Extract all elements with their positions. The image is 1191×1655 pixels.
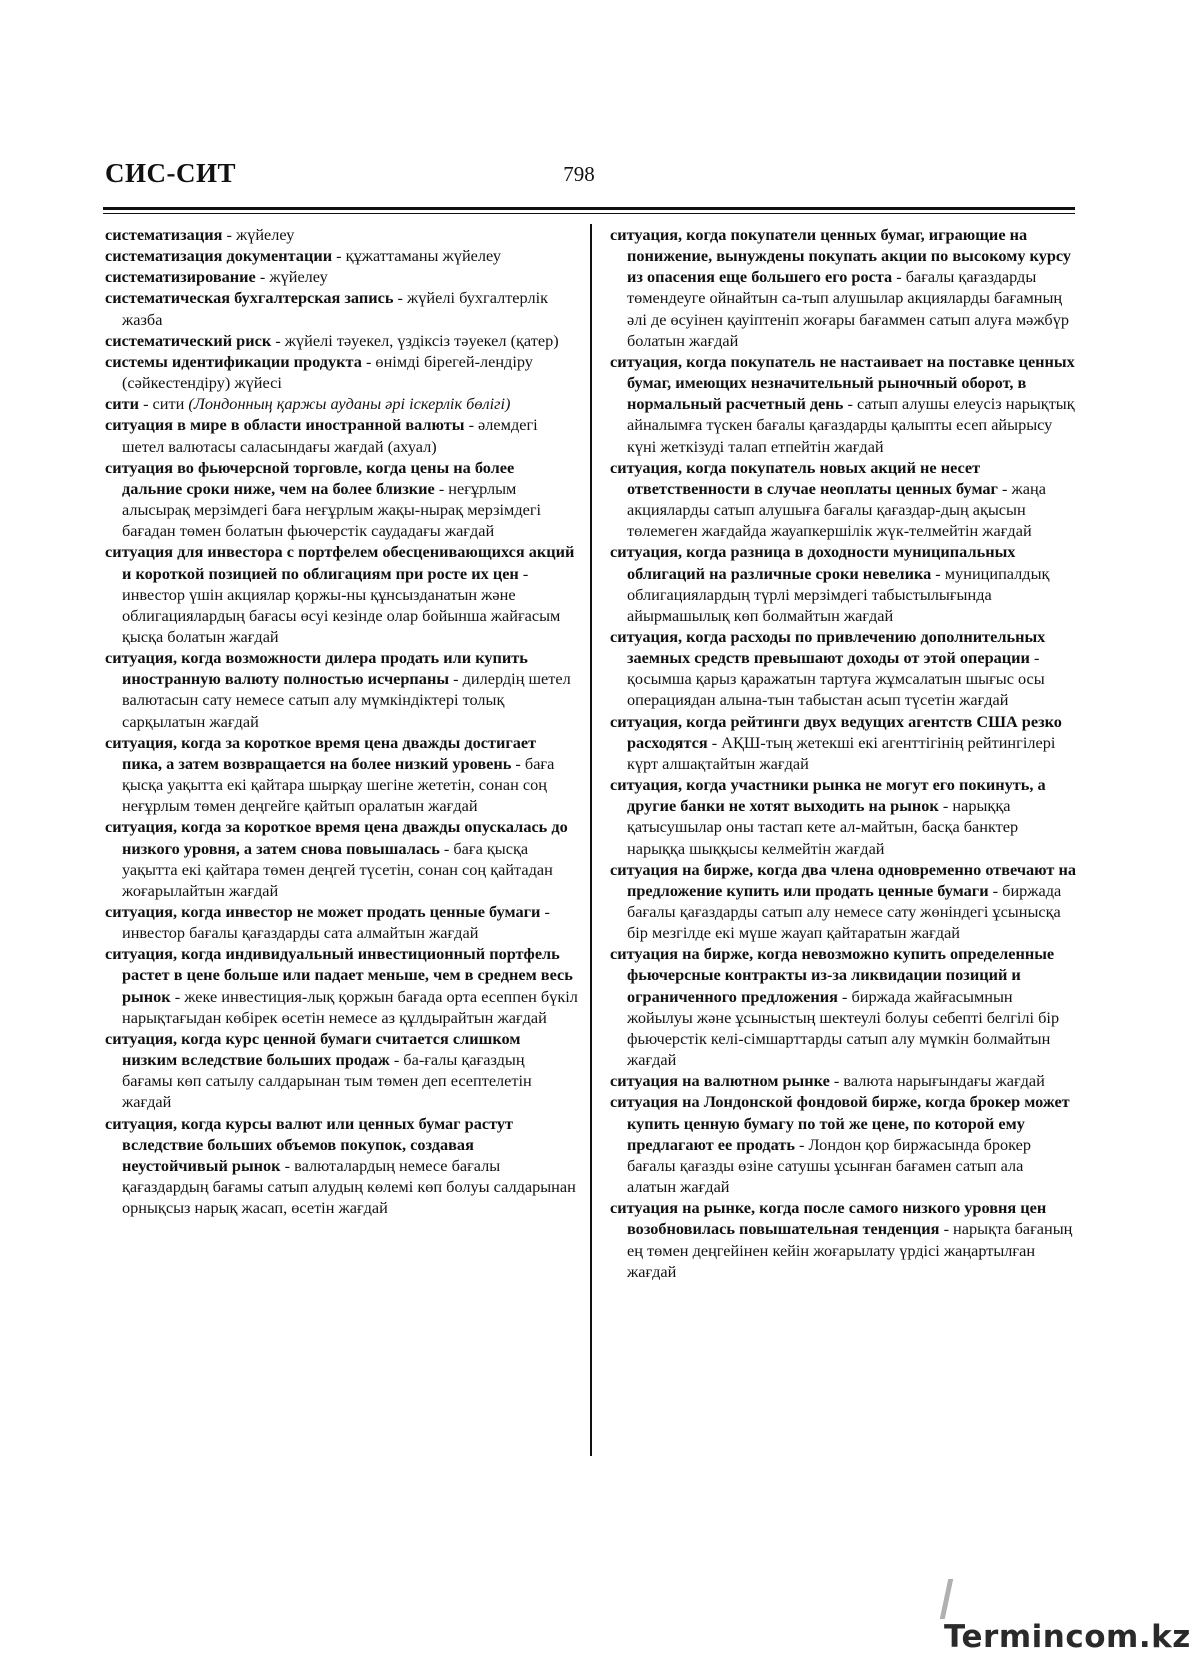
right-column xyxy=(610,224,1076,1282)
page-header-title: СИС-СИТ xyxy=(105,158,236,188)
entry-definition: - биржада бағалы қағаздарды сатып алу немесе сату жөніндегі ұсынысқа бір мезгілде екі мүше жауап қайтаратын жағдай xyxy=(627,880,1062,943)
dictionary-entry xyxy=(610,541,1076,626)
dictionary-entry xyxy=(105,330,578,351)
entry-term: ситуация, когда курс ценной бумаги считается слишком низким вследствие больших продаж xyxy=(105,1028,521,1070)
entry-term: ситуация, когда участники рынка не могут его покинуть, а другие банки не хотят выходить на рынок xyxy=(610,775,1046,816)
entry-term: сити xyxy=(105,394,139,414)
logo-bar-icon xyxy=(940,1579,954,1619)
entry-term: ситуация на бирже, когда невозможно купить определенные фьючерсные контракты из-за ликвидации позиций и ограниченного предложения xyxy=(610,944,1055,1006)
entry-definition: - өнімді бірегей-лендіру (сәйкестендіру) жүйесі xyxy=(122,351,533,393)
entry-definition: - баға қысқа уақытта екі қайтара төмен деңгей түсетін, сонан соң қайтадан жоғарылайтын жағдай xyxy=(122,838,553,900)
dictionary-entry xyxy=(105,816,578,901)
entry-term: ситуация, когда курсы валют или ценных бумаг растут вследствие больших объемов покупок, создавая неустойчивый рынок xyxy=(105,1113,513,1175)
dictionary-entry xyxy=(105,541,578,647)
entry-definition: - Лондон қор биржасында брокер бағалы қағазды өзіне сатушы ұсынған бағамен сатып ала алатын жағдай xyxy=(627,1134,1032,1197)
entry-term: ситуация, когда за короткое время цена дважды достигает пика, а затем возвращается на более низкий уровень xyxy=(105,732,537,773)
entry-definition: - баға қысқа уақытта екі қайтара шырқау шегіне жететін, сонан соң неғұрлым төмен деңгейге қайтып оралатын жағдай xyxy=(122,753,555,816)
entry-term: ситуация на Лондонской фондовой бирже, когда брокер может купить ценную бумагу по той же цене, по которой ему предлагают ее продать xyxy=(610,1092,1070,1154)
dictionary-entry xyxy=(610,351,1076,457)
entry-term: ситуация во фьючерсной торговле, когда цены на более дальние сроки ниже, чем на более близкие xyxy=(105,457,515,498)
dictionary-entry xyxy=(105,245,578,266)
dictionary-entry xyxy=(105,414,578,456)
entry-definition: - сити xyxy=(139,394,189,414)
entry-definition: - нарыққа қатысушылар оны тастап кете ал-майтын, басқа банктер нарыққа шыққысы келмейтін жағдай xyxy=(627,796,1019,858)
dictionary-entry xyxy=(610,943,1076,1070)
entry-term: ситуация, когда за короткое время цена дважды опускалась до низкого уровня, а затем снова повышалась xyxy=(105,817,568,858)
entry-term: систематизация документации xyxy=(105,246,333,266)
entry-definition: - жаңа акцияларды сатып алушыға бағалы қағаздар-дың ақысын төлемеген жағдайда жауапкершілік жүк-телмейтін жағдай xyxy=(627,478,1046,541)
entry-term: ситуация, когда покупатель не настаивает на поставке ценных бумаг, имеющих незначительный рыночный оборот, в нормальный расчетный день xyxy=(610,351,1075,414)
column-divider xyxy=(590,224,592,1456)
entry-definition: - АҚШ-тың жетекші екі агенттігінің рейтингілері күрт алшақтайтын жағдай xyxy=(627,732,1056,773)
dictionary-entry xyxy=(105,1028,578,1113)
dictionary-entry xyxy=(105,732,578,817)
dictionary-entry xyxy=(610,1070,1076,1091)
header-rule-thick xyxy=(103,207,1075,210)
entry-term: ситуация, когда инвестор не может продать ценные бумаги xyxy=(105,902,541,921)
header-rule-thin xyxy=(103,213,1075,214)
entry-term: ситуация, когда возможности дилера продать или купить иностранную валюту полностью исчерпаны xyxy=(105,648,528,689)
dictionary-entry xyxy=(610,774,1076,859)
entry-definition: - жүйелі тәуекел, үздіксіз тәуекел (қатер) xyxy=(271,330,559,350)
dictionary-entry xyxy=(610,859,1076,944)
entry-term: систематическая бухгалтерская запись xyxy=(105,288,394,308)
dictionary-entry xyxy=(610,711,1076,774)
entry-term: ситуация, когда индивидуальный инвестиционный портфель растет в цене больше или падает меньше, чем в среднем весь рынок xyxy=(105,944,573,1006)
dictionary-entry xyxy=(610,626,1076,711)
dictionary-entry xyxy=(105,393,578,414)
entry-term: ситуация, когда разница в доходности муниципальных облигаций на различные сроки невелика xyxy=(610,542,1016,583)
entry-term: ситуация, когда расходы по привлечению дополнительных заемных средств превышают доходы от этой операции xyxy=(610,626,1046,668)
dictionary-entry xyxy=(105,287,578,329)
dictionary-entry xyxy=(610,224,1076,351)
dictionary-entry xyxy=(610,457,1076,542)
entry-definition: - инвестор үшін акциялар қоржы-ны құнсызданатын және облигациялардың бағасы өсуі кезінде олар бойынша жайғасым қысқа болатын жағдай xyxy=(122,563,561,646)
entry-term: ситуация, когда покупатель новых акций не несет ответственности в случае неоплаты ценных бумаг xyxy=(610,457,998,498)
left-column xyxy=(105,224,578,1218)
dictionary-entry xyxy=(105,266,578,287)
entry-term: ситуация на валютном рынке xyxy=(610,1071,830,1091)
entry-definition: - нарықта бағаның ең төмен деңгейінен кейін жоғарылату үрдісі жаңартылған жағдай xyxy=(627,1219,1073,1281)
brand-logo[interactable] xyxy=(944,1579,1191,1655)
entry-definition: - әлемдегі шетел валютасы саласындағы жағдай (ахуал) xyxy=(122,415,538,456)
entry-term: ситуация, когда покупатели ценных бумаг, играющие на понижение, вынуждены покупать акции по высокому курсу из опасения еще большего его роста xyxy=(610,225,1072,287)
dictionary-entry xyxy=(105,1113,578,1219)
dictionary-entry xyxy=(105,647,578,732)
entry-term: ситуация на бирже, когда два члена одновременно отвечают на предложение купить или продать ценные бумаги xyxy=(610,859,1076,900)
entry-definition: - қосымша қарыз қаражатын тартуға жұмсалатын шығыс осы операциядан алына-тын табыстан асып түсетін жағдай xyxy=(627,648,1045,710)
dictionary-entry xyxy=(105,457,578,542)
entry-definition: - сатып алушы елеусіз нарықтық айналымға түскен бағалы қағаздарды қалыпты есеп айырысу күні жеткізуді талап етпейтін жағдай xyxy=(627,394,1075,456)
entry-term: ситуация в мире в области иностранной валюты xyxy=(105,415,465,435)
dictionary-entry xyxy=(610,1197,1076,1282)
entry-term: систематизация xyxy=(105,225,223,244)
entry-definition: - жүйелеу xyxy=(255,267,328,287)
dictionary-entry xyxy=(105,901,578,943)
entry-definition: - бағалы қағаздарды төмендеуге ойнайтын са-тып алушылар акцияларды бағамның әлі де өсуінен қауіптеніп жоғары бағаммен сатып алуға мәжбүр болатын жағдай xyxy=(627,267,1069,350)
entry-definition: - дилердің шетел валютасын сату немесе сатып алу мүмкіндіктері толық сарқылатын жағдай xyxy=(122,669,571,731)
entry-definition: - инвестор бағалы қағаздарды сата алмайтын жағдай xyxy=(122,902,550,943)
entry-definition: - валюталардың немесе бағалы қағаздардың бағамы сатып алудың көлемі көп болуы салдарынан орнықсыз нарық жасап, өсетін жағдай xyxy=(122,1155,576,1218)
brand-text: Termincom.kz xyxy=(944,1619,1191,1655)
entry-note: (Лондонның қаржы ауданы әрі іскерлік бөлігі) xyxy=(188,394,511,414)
entry-definition: - жүйелі бухгалтерлік жазба xyxy=(122,288,549,329)
entry-definition: - құжаттаманы жүйелеу xyxy=(332,246,501,266)
entry-definition: - биржада жайғасымнын жойылуы және ұсыныстың шектеулі болуы себепті белгілі бір фьючерстік келі-сімшарттарды сатып алу мүмкін болмайтын жағдай xyxy=(627,986,1060,1070)
dictionary-entry xyxy=(105,943,578,1028)
entry-definition: - муниципалдық облигациялардың түрлі мерзімдегі табыстылығында айырмашылық көп болмайтын жағдай xyxy=(627,563,1050,625)
entry-definition: - жеке инвестиция-лық қоржын бағада орта есеппен бүкіл нарықтағыдан көбірек өсетін немесе аз құлдырайтын жағдай xyxy=(122,986,578,1027)
dictionary-entry xyxy=(610,1091,1076,1197)
entry-definition: - ба-ғалы қағаздың бағамы көп сатылу салдарынан тым төмен деп есептелетін жағдай xyxy=(122,1050,532,1112)
entry-definition: - жүйелеу xyxy=(222,225,295,244)
entry-term: ситуация для инвестора с портфелем обесценивающихся акций и короткой позицией по облигациям при росте их цен xyxy=(105,542,575,583)
entry-term: системы идентификации продукта xyxy=(105,351,362,371)
dictionary-entry xyxy=(105,351,578,393)
entry-term: систематизирование xyxy=(105,267,256,287)
dictionary-entry xyxy=(105,224,578,245)
entry-term: ситуация на рынке, когда после самого низкого уровня цен возобновилась повышательная тенденция xyxy=(610,1198,1047,1239)
entry-term: систематический риск xyxy=(105,330,272,350)
entry-term: ситуация, когда рейтинги двух ведущих агентств США резко расходятся xyxy=(610,711,1062,752)
entry-definition: - валюта нарығындағы жағдай xyxy=(829,1071,1045,1091)
page-number: 798 xyxy=(563,162,595,186)
entry-definition: - неғұрлым алысырақ мерзімдегі баға неғұрлым жақы-нырақ мерзімдегі бағадан төмен болатын фьючерстік саудадағы жағдай xyxy=(122,478,542,541)
